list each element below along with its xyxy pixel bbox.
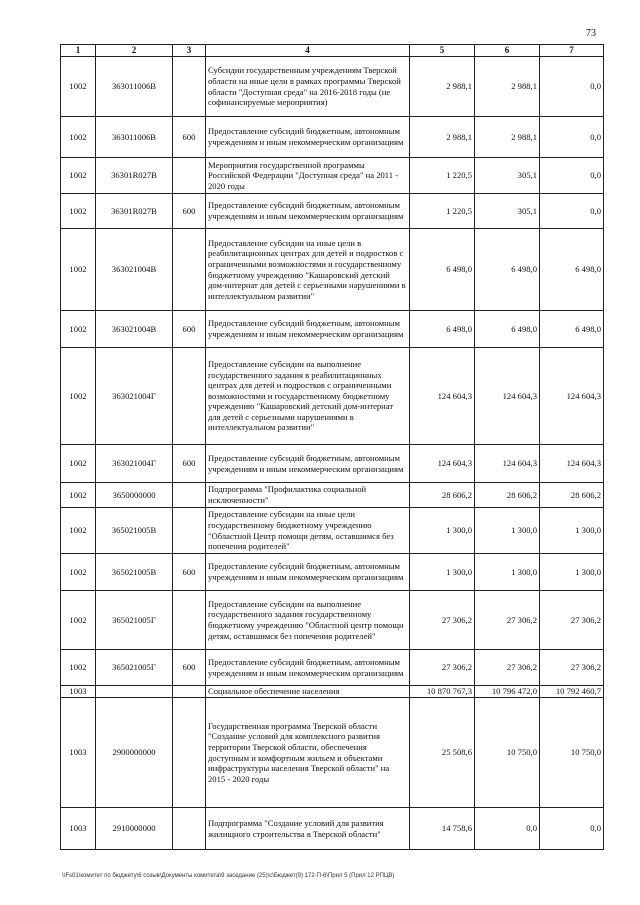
code-cell: 363021004В [96,311,173,348]
code-cell [96,686,173,698]
value-cell-2018: 6 498,0 [540,311,604,348]
value-cell-2016: 1 300,0 [410,554,475,591]
value-cell-2016: 14 758,6 [410,808,475,850]
name-cell: Предоставление субсидий бюджетным, автономным учреждениям и иным некоммерческим организациям [206,554,410,591]
type-cell [173,591,206,650]
value-cell-2017: 6 498,0 [475,229,540,311]
value-cell-2017: 28 606,2 [475,483,540,508]
table-row [61,229,604,311]
section-cell: 1002 [61,508,96,554]
value-cell-2016: 2 988,1 [410,117,475,158]
table-row [61,445,604,483]
type-cell: 600 [173,194,206,229]
section-cell: 1002 [61,229,96,311]
table-row [61,508,604,554]
type-cell: 600 [173,311,206,348]
section-cell: 1002 [61,117,96,158]
type-cell [173,808,206,850]
code-cell: 36301R027В [96,158,173,194]
page-number: 73 [586,28,596,39]
value-cell-2018: 27 306,2 [540,650,604,686]
name-cell: Мероприятия государственной программы Российской Федерации "Доступная среда" на 2011 - 2020 годы [206,158,410,194]
section-cell: 1002 [61,57,96,117]
section-cell: 1003 [61,698,96,808]
section-cell: 1002 [61,158,96,194]
section-cell: 1002 [61,445,96,483]
table-row [61,311,604,348]
value-cell-2017: 1 300,0 [475,508,540,554]
value-cell-2016: 2 988,1 [410,57,475,117]
table-row [61,348,604,445]
table-row [61,554,604,591]
value-cell-2018: 0,0 [540,194,604,229]
budget-table [60,44,604,850]
value-cell-2018: 1 300,0 [540,508,604,554]
header-col-2: 2 [96,45,173,57]
value-cell-2017: 10 750,0 [475,698,540,808]
table-row [61,57,604,117]
section-cell: 1002 [61,650,96,686]
value-cell-2018: 124 604,3 [540,445,604,483]
type-cell: 600 [173,445,206,483]
type-cell: 600 [173,117,206,158]
value-cell-2017: 2 988,1 [475,117,540,158]
value-cell-2016: 27 306,2 [410,591,475,650]
code-cell: 363021004Г [96,445,173,483]
value-cell-2016: 124 604,3 [410,348,475,445]
value-cell-2017: 6 498,0 [475,311,540,348]
value-cell-2018: 10 750,0 [540,698,604,808]
value-cell-2018: 0,0 [540,57,604,117]
code-cell: 365021005Г [96,650,173,686]
table-row [61,686,604,698]
table-row [61,483,604,508]
value-cell-2018: 0,0 [540,158,604,194]
value-cell-2016: 28 606,2 [410,483,475,508]
name-cell: Предоставление субсидии на выполнение государственного задания в реабилитационных центрах для детей и подростков с ограниченными возможностями и государственному бюджетному учреждению "Кашаровский детский дом-интернат для детей с серьезными нарушениями в интеллектуальном развитии" [206,348,410,445]
code-cell: 365021005В [96,508,173,554]
value-cell-2017: 124 604,3 [475,445,540,483]
name-cell: Предоставление субсидии на иные цели в реабилитационных центрах для детей и подростков с ограниченными возможностями и государственному бюджетному учреждению "Кашаровский детский дом-интернат для детей с серьезными нарушениями в интеллектуальном развитии" [206,229,410,311]
value-cell-2016: 124 604,3 [410,445,475,483]
value-cell-2017: 0,0 [475,808,540,850]
name-cell: Государственная программа Тверской области "Создание условий для комплексного развития территории Тверской области, обеспечения доступным и комфортным жильем и объектами инфраструктуры населения Тверской области" на 2015 - 2020 годы [206,698,410,808]
table-row [61,698,604,808]
code-cell: 365021005В [96,554,173,591]
section-cell: 1003 [61,808,96,850]
name-cell: Предоставление субсидий бюджетным, автономным учреждениям и иным некоммерческим организациям [206,650,410,686]
type-cell [173,158,206,194]
type-cell: 600 [173,554,206,591]
code-cell: 363011006В [96,117,173,158]
value-cell-2017: 305,1 [475,158,540,194]
code-cell: 3650000000 [96,483,173,508]
value-cell-2016: 6 498,0 [410,311,475,348]
header-col-7: 7 [540,45,604,57]
value-cell-2018: 28 606,2 [540,483,604,508]
table-row [61,650,604,686]
value-cell-2017: 305,1 [475,194,540,229]
section-cell: 1003 [61,686,96,698]
type-cell [173,57,206,117]
value-cell-2018: 6 498,0 [540,229,604,311]
value-cell-2018: 0,0 [540,117,604,158]
table-row [61,591,604,650]
value-cell-2016: 1 220,5 [410,158,475,194]
value-cell-2018: 1 300,0 [540,554,604,591]
name-cell: Субсидии государственным учреждениям Тверской области на иные цели в рамках программы Тверской области "Доступная среда" на 2016-2018 годы (не софинансируемые мероприятия) [206,57,410,117]
name-cell: Предоставление субсидий бюджетным, автономным учреждениям и иным некоммерческим организациям [206,194,410,229]
name-cell: Подпрограмма "Профилактика социальной исключенности" [206,483,410,508]
value-cell-2017: 2 988,1 [475,57,540,117]
name-cell: Предоставление субсидии на выполнение государственного задания государственному бюджетному учреждению "Областной центр помощи детям, оставшимся без попечения родителей" [206,591,410,650]
name-cell: Социальное обеспечение населения [206,686,410,698]
type-cell [173,698,206,808]
footer-file-path: \\Fs01\комитет по бюджету\6 созыв\Документы комитета\9 заседание (25)\с\Бюджет(9) 172-П-6\Прил 5 (Прил 12 РПЦВ) [62,873,395,879]
type-cell [173,508,206,554]
type-cell: 600 [173,650,206,686]
code-cell: 2900000000 [96,698,173,808]
code-cell: 2910000000 [96,808,173,850]
table-row [61,194,604,229]
value-cell-2018: 27 306,2 [540,591,604,650]
section-cell: 1002 [61,483,96,508]
type-cell [173,229,206,311]
type-cell [173,348,206,445]
value-cell-2016: 1 300,0 [410,508,475,554]
section-cell: 1002 [61,194,96,229]
table-row [61,808,604,850]
value-cell-2017: 124 604,3 [475,348,540,445]
value-cell-2016: 25 508,6 [410,698,475,808]
header-col-4: 4 [206,45,410,57]
section-cell: 1002 [61,554,96,591]
section-cell: 1002 [61,348,96,445]
name-cell: Предоставление субсидий бюджетным, автономным учреждениям и иным некоммерческим организациям [206,445,410,483]
type-cell [173,686,206,698]
value-cell-2017: 27 306,2 [475,650,540,686]
section-cell: 1002 [61,591,96,650]
value-cell-2016: 27 306,2 [410,650,475,686]
value-cell-2017: 1 300,0 [475,554,540,591]
code-cell: 363021004В [96,229,173,311]
value-cell-2018: 124 604,3 [540,348,604,445]
section-cell: 1002 [61,311,96,348]
header-col-3: 3 [173,45,206,57]
value-cell-2016: 10 870 767,3 [410,686,475,698]
header-col-5: 5 [410,45,475,57]
value-cell-2018: 10 792 460,7 [540,686,604,698]
value-cell-2016: 1 220,5 [410,194,475,229]
value-cell-2017: 27 306,2 [475,591,540,650]
value-cell-2018: 0,0 [540,808,604,850]
name-cell: Предоставление субсидий бюджетным, автономным учреждениям и иным некоммерческим организациям [206,311,410,348]
code-cell: 363011006В [96,57,173,117]
code-cell: 363021004Г [96,348,173,445]
value-cell-2016: 6 498,0 [410,229,475,311]
value-cell-2017: 10 796 472,0 [475,686,540,698]
header-row [61,45,604,57]
name-cell: Предоставление субсидии на иные цели государственному бюджетному учреждению "Областной Центр помощи детям, оставшимся без попечения родителей" [206,508,410,554]
table-row [61,158,604,194]
code-cell: 365021005Г [96,591,173,650]
table-row [61,117,604,158]
name-cell: Подпрограмма "Создание условий для развития жилищного строительства в Тверской области" [206,808,410,850]
type-cell [173,483,206,508]
name-cell: Предоставление субсидий бюджетным, автономным учреждениям и иным некоммерческим организациям [206,117,410,158]
header-col-1: 1 [61,45,96,57]
code-cell: 36301R027В [96,194,173,229]
header-col-6: 6 [475,45,540,57]
